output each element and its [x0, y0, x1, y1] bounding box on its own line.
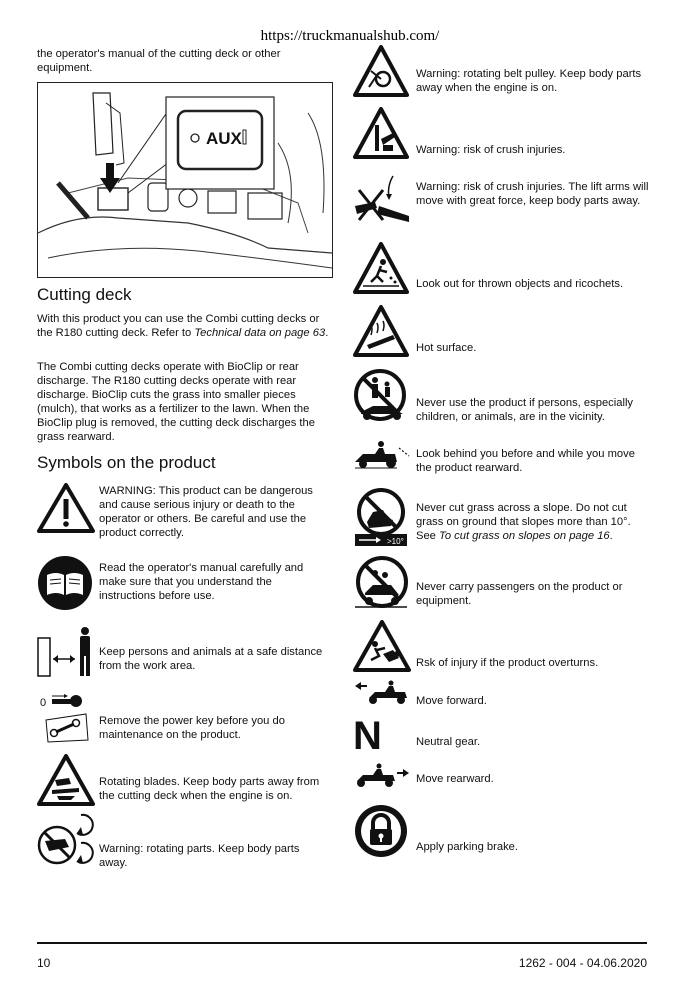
no-slope-cutting-icon	[353, 488, 409, 548]
cutting-deck-p1-text: With this product you can use the Combi cutting decks or the R180 cutting deck. Refer to	[37, 313, 320, 339]
symbol-text-look-behind: Look behind you before and while you move the product rearward.	[416, 448, 635, 474]
no-persons-vicinity-icon	[353, 368, 411, 424]
symbol-text-persons: Never use the product if persons, especially children, or animals, are in the vicinity.	[416, 397, 634, 423]
belt-pulley-warning-icon	[353, 45, 409, 97]
thrown-objects-warning-icon	[353, 242, 409, 294]
move-forward-icon	[353, 680, 411, 706]
symbol-text-rotating-parts: Warning: rotating parts. Keep body parts away.	[99, 843, 300, 869]
document-code: 1262 - 004 - 04.06.2020	[518, 956, 647, 970]
technical-data-link[interactable]: Technical data on page 63	[194, 327, 326, 339]
look-behind-mower-icon	[353, 440, 411, 470]
symbol-text-crush: Warning: risk of crush injuries.	[416, 144, 566, 156]
aux-switch-illustration	[38, 83, 332, 277]
symbol-text-distance: Keep persons and animals at a safe distance from the work area.	[99, 646, 323, 672]
page-number: 10	[37, 956, 51, 970]
symbol-text-belt: Warning: rotating belt pulley. Keep body parts away when the engine is on.	[416, 68, 642, 94]
rotating-parts-hand-icon	[37, 813, 99, 867]
hot-surface-warning-icon	[353, 305, 409, 357]
slope-text: Never cut grass across a slope. Do not cut grass on ground that slopes more than 10°. See	[416, 502, 631, 542]
safe-distance-person-icon	[37, 626, 95, 678]
symbol-text-hot: Hot surface.	[416, 342, 477, 354]
symbol-text-forward: Move forward.	[416, 695, 487, 707]
cutting-deck-heading: Cutting deck	[37, 285, 132, 304]
overturn-risk-icon	[353, 620, 411, 672]
symbol-text-blades: Rotating blades. Keep body parts away from the cutting deck when the engine is on.	[99, 776, 320, 802]
rotating-blades-warning-icon	[37, 754, 95, 806]
cutting-deck-p1-end: .	[325, 327, 329, 339]
aux-label: AUX	[206, 129, 242, 148]
neutral-gear-icon: N	[353, 714, 382, 758]
symbol-text-passengers: Never carry passengers on the product or equipment.	[416, 581, 623, 607]
symbol-text-thrown: Look out for thrown objects and ricochets.	[416, 278, 624, 290]
symbol-text-warning: WARNING: This product can be dangerous and cause serious injury or death to the operator or others. Be careful and use the product correctly.	[99, 485, 313, 539]
slope-text-end: .	[609, 530, 613, 542]
warning-exclamation-icon	[37, 483, 95, 533]
cutting-deck-paragraph-2: The Combi cutting decks operate with BioClip or rear discharge. The R180 cutting decks operate with rear discharge. BioClip cuts the grass into smaller pieces (mulch), that works as a fertilizer to the lawn. When the BioClip plug is removed, the cutting deck discharges the grass rearward.	[37, 361, 315, 443]
symbol-text-manual: Read the operator's manual carefully and make sure that you understand the instructions before use.	[99, 562, 304, 602]
slope-label: >10°	[387, 537, 404, 546]
symbol-text-slope	[416, 501, 652, 543]
aux-switch-figure	[37, 82, 333, 278]
source-url[interactable]: https://truckmanualshub.com/	[260, 28, 440, 44]
svg-text:0: 0	[40, 697, 47, 709]
symbol-text-parking: Apply parking brake.	[416, 841, 518, 853]
symbol-text-neutral: Neutral gear.	[416, 736, 481, 748]
symbol-text-lift-arm: Warning: risk of crush injuries. The lift arms will move with great force, keep body parts away.	[416, 181, 649, 207]
slope-page-link[interactable]: To cut grass on slopes on page 16	[439, 530, 610, 542]
remove-key-wrench-icon	[40, 688, 92, 744]
symbols-heading: Symbols on the product	[37, 453, 216, 472]
cutting-deck-paragraph-1	[37, 312, 329, 340]
no-passengers-icon	[353, 555, 411, 611]
footer-divider	[37, 942, 647, 944]
read-manual-book-icon	[37, 555, 93, 611]
intro-paragraph: the operator's manual of the cutting deck or other equipment.	[37, 48, 281, 74]
move-rearward-icon	[353, 763, 411, 789]
symbol-text-rearward: Move rearward.	[416, 773, 494, 785]
parking-brake-lock-icon	[353, 803, 409, 859]
lift-arm-crush-icon	[353, 172, 411, 226]
symbol-text-overturn: Rsk of injury if the product overturns.	[416, 657, 599, 669]
crush-injury-warning-icon	[353, 107, 409, 159]
symbol-text-key: Remove the power key before you do maintenance on the product.	[99, 715, 285, 741]
